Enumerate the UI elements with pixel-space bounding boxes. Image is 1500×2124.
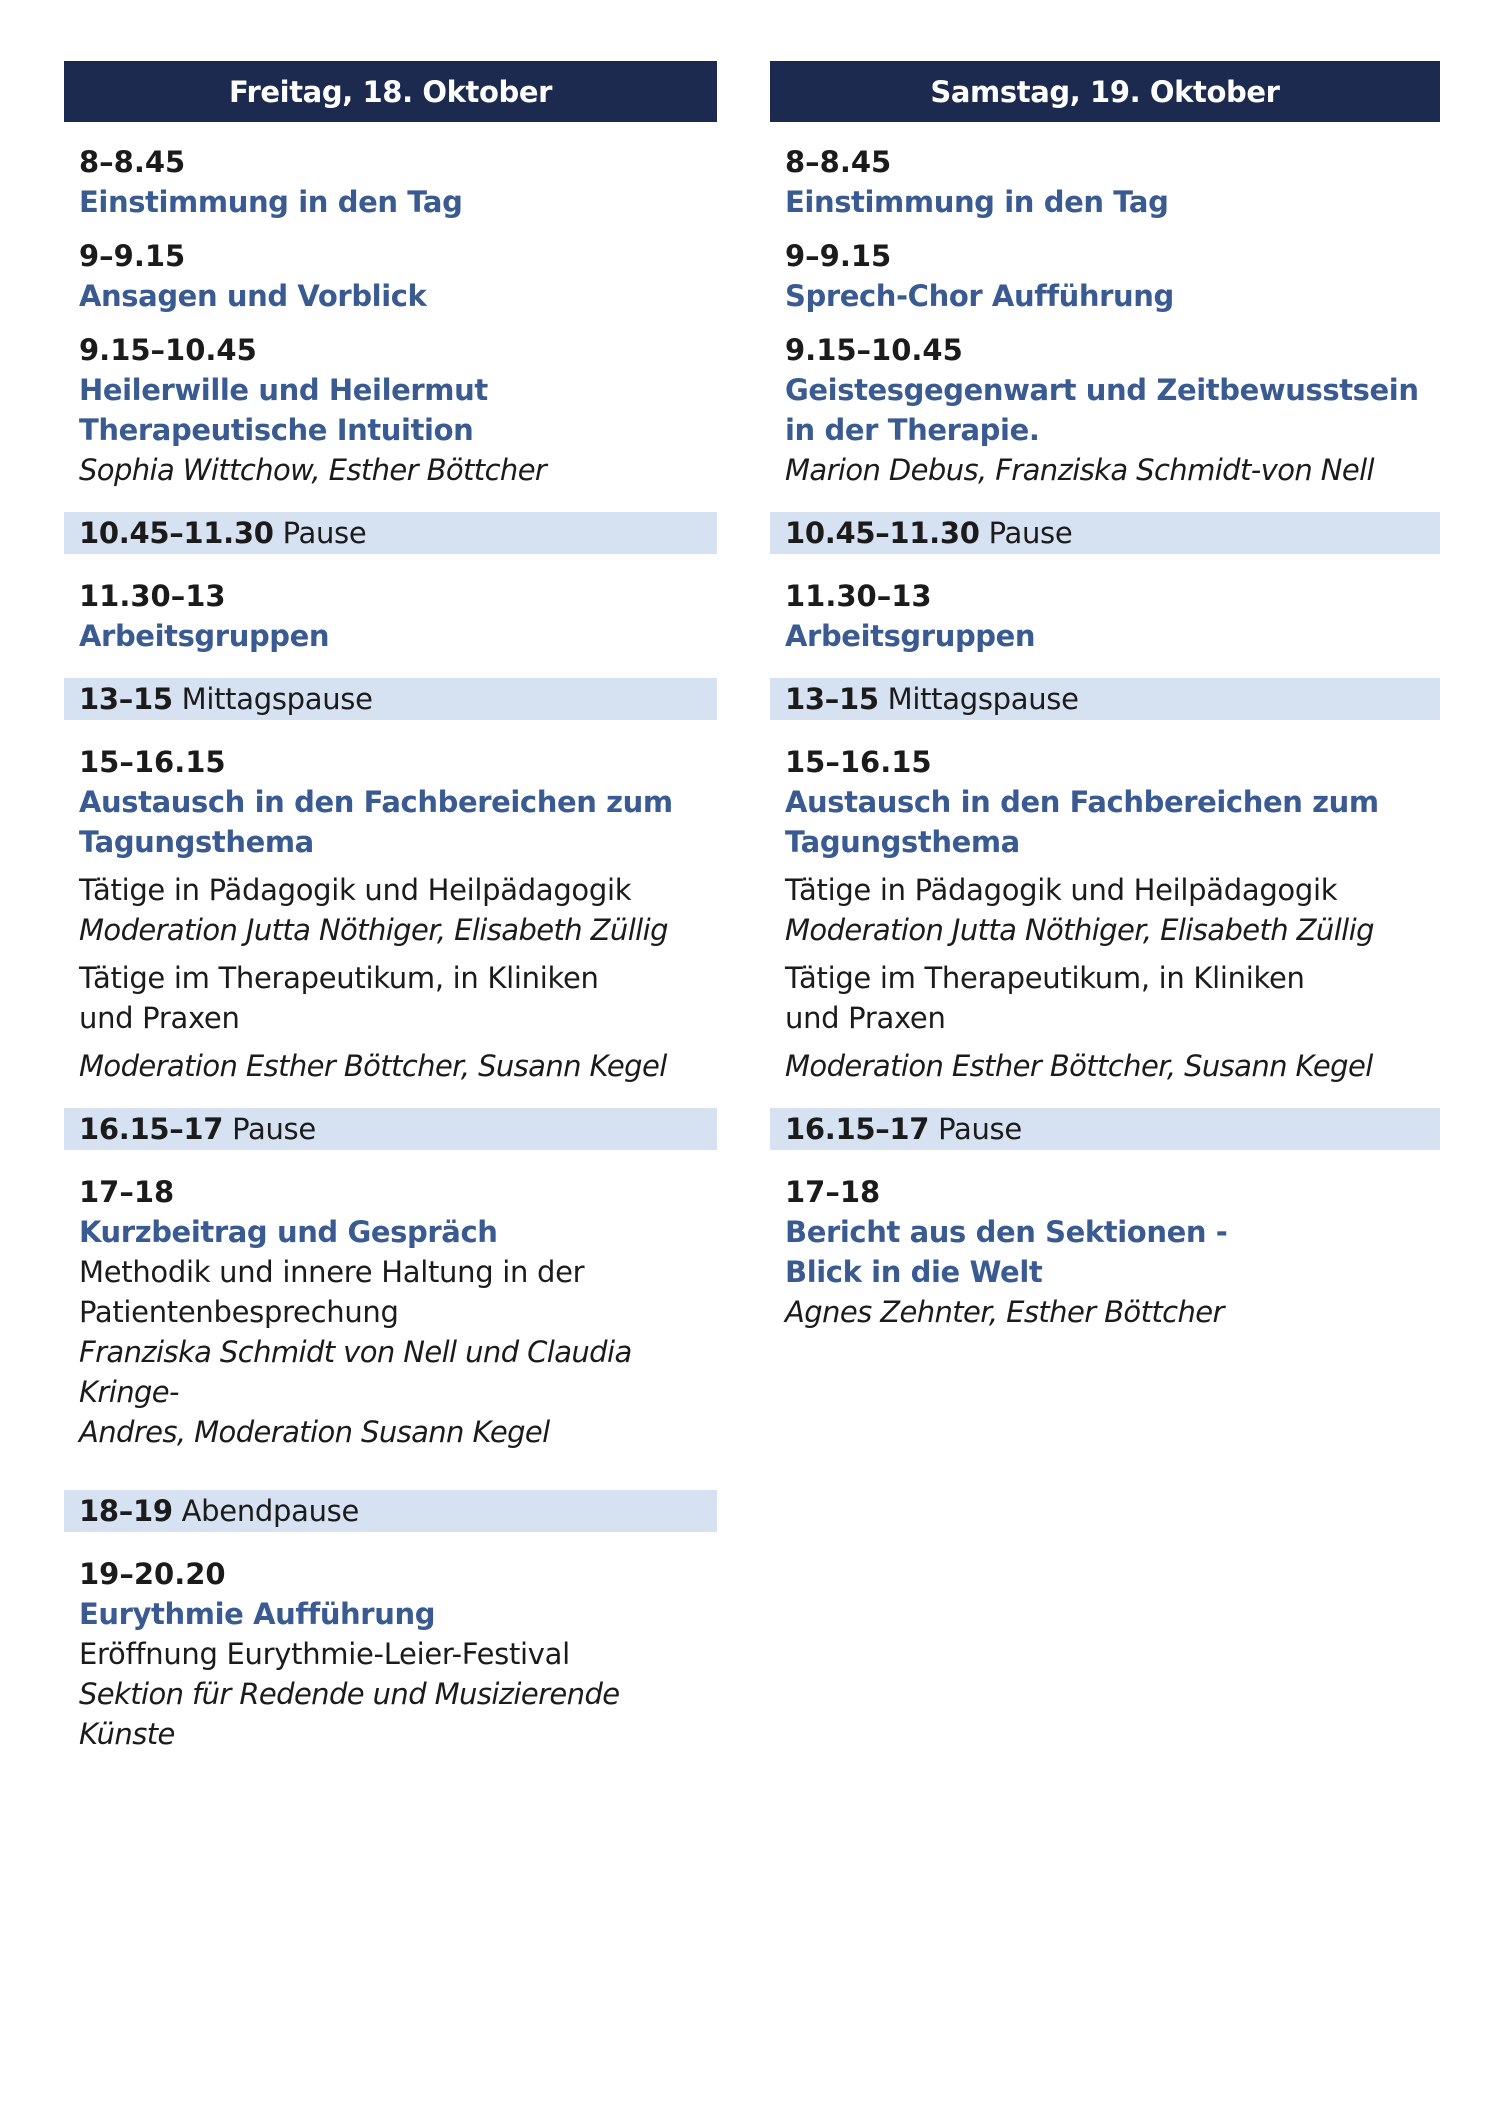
- session-title: Arbeitsgruppen: [79, 619, 330, 653]
- pause-time: 16.15–17: [785, 1112, 930, 1146]
- pause-label: Mittagspause: [878, 682, 1079, 716]
- session-item: [79, 742, 717, 1086]
- day-content: [770, 142, 1440, 1332]
- pause-label: Pause: [273, 516, 367, 550]
- session-item: [79, 236, 717, 316]
- session-time: 11.30–13: [79, 579, 226, 613]
- day-header: Samstag, 19. Oktober: [770, 61, 1440, 122]
- session-title: Eurythmie Aufführung: [79, 1597, 436, 1631]
- session-item: [79, 576, 717, 656]
- pause-bar: [770, 1108, 1440, 1150]
- session-speakers: Moderation Jutta Nöthiger, Elisabeth Züllig: [79, 913, 668, 947]
- pause-time: 18–19: [79, 1494, 173, 1528]
- session-time: 17–18: [79, 1175, 175, 1209]
- day-header: Freitag, 18. Oktober: [64, 61, 717, 122]
- pause-label: Pause: [929, 1112, 1022, 1146]
- session-speakers: Marion Debus, Franziska Schmidt-von Nell: [785, 453, 1374, 487]
- session-description: Methodik und innere Haltung in der: [79, 1255, 585, 1289]
- session-title: Austausch in den Fachbereichen zum: [785, 785, 1379, 819]
- session-description: Tätige im Therapeutikum, in Kliniken: [79, 961, 599, 995]
- session-title: Ansagen und Vorblick: [79, 279, 427, 313]
- session-item: [79, 330, 717, 490]
- pause-bar: [770, 678, 1440, 720]
- session-description: Patientenbesprechung: [79, 1295, 399, 1329]
- pause-bar: [64, 1108, 717, 1150]
- session-title: Heilerwille und Heilermut: [79, 373, 488, 407]
- pause-bar: [64, 678, 717, 720]
- pause-label: Pause: [979, 516, 1073, 550]
- session-item: [785, 1172, 1440, 1332]
- session-time: 19–20.20: [79, 1557, 226, 1591]
- pause-label: Mittagspause: [172, 682, 373, 716]
- pause-time: 13–15: [785, 682, 879, 716]
- session-item: [79, 142, 717, 222]
- session-title: in der Therapie.: [785, 413, 1040, 447]
- pause-bar: [64, 512, 717, 554]
- session-title: Geistesgegenwart und Zeitbewusstsein: [785, 373, 1419, 407]
- session-title: Arbeitsgruppen: [785, 619, 1036, 653]
- session-speakers: Sektion für Redende und Musizierende Künste: [79, 1677, 620, 1751]
- session-time: 11.30–13: [785, 579, 932, 613]
- session-time: 9–9.15: [785, 239, 892, 273]
- session-item: [79, 1172, 717, 1452]
- program-column-saturday: [770, 61, 1440, 1346]
- session-time: 9.15–10.45: [785, 333, 963, 367]
- session-speakers: Moderation Esther Böttcher, Susann Kegel: [79, 1049, 667, 1083]
- session-item: [785, 236, 1440, 316]
- session-time: 9–9.15: [79, 239, 186, 273]
- session-time: 17–18: [785, 1175, 881, 1209]
- session-item: [785, 742, 1440, 1086]
- session-description: Tätige im Therapeutikum, in Kliniken: [785, 961, 1305, 995]
- session-description: Tätige in Pädagogik und Heilpädagogik: [79, 873, 632, 907]
- session-speakers: Andres, Moderation Susann Kegel: [79, 1415, 550, 1449]
- session-speakers: Moderation Jutta Nöthiger, Elisabeth Züllig: [785, 913, 1374, 947]
- session-speakers: Franziska Schmidt von Nell und Claudia Kringe-: [79, 1335, 632, 1409]
- session-item: [785, 576, 1440, 656]
- session-time: 15–16.15: [79, 745, 226, 779]
- session-time: 8–8.45: [785, 145, 892, 179]
- pause-time: 10.45–11.30: [785, 516, 980, 550]
- session-speakers: Agnes Zehnter, Esther Böttcher: [785, 1295, 1224, 1329]
- session-title: Kurzbeitrag und Gespräch: [79, 1215, 498, 1249]
- session-description: Eröffnung Eurythmie-Leier-Festival: [79, 1637, 570, 1671]
- session-title: Einstimmung in den Tag: [79, 185, 463, 219]
- pause-bar: [64, 1490, 717, 1532]
- session-description: und Praxen: [785, 1001, 946, 1035]
- pause-time: 16.15–17: [79, 1112, 224, 1146]
- day-content: [64, 142, 717, 1754]
- pause-label: Abendpause: [172, 1494, 360, 1528]
- session-item: [785, 330, 1440, 490]
- pause-label: Pause: [223, 1112, 316, 1146]
- session-title: Tagungsthema: [785, 825, 1020, 859]
- session-description: Tätige in Pädagogik und Heilpädagogik: [785, 873, 1338, 907]
- session-title: Sprech-Chor Aufführung: [785, 279, 1174, 313]
- session-item: [785, 142, 1440, 222]
- session-title: Einstimmung in den Tag: [785, 185, 1169, 219]
- session-speakers: Moderation Esther Böttcher, Susann Kegel: [785, 1049, 1373, 1083]
- session-time: 8–8.45: [79, 145, 186, 179]
- pause-time: 10.45–11.30: [79, 516, 274, 550]
- session-title: Tagungsthema: [79, 825, 314, 859]
- session-title: Bericht aus den Sektionen -: [785, 1215, 1228, 1249]
- session-title: Blick in die Welt: [785, 1255, 1043, 1289]
- session-time: 15–16.15: [785, 745, 932, 779]
- session-title: Austausch in den Fachbereichen zum: [79, 785, 673, 819]
- session-description: und Praxen: [79, 1001, 240, 1035]
- session-title: Therapeutische Intuition: [79, 413, 474, 447]
- program-column-friday: [64, 61, 717, 1768]
- session-speakers: Sophia Wittchow, Esther Böttcher: [79, 453, 547, 487]
- session-time: 9.15–10.45: [79, 333, 257, 367]
- pause-time: 13–15: [79, 682, 173, 716]
- session-item: [79, 1554, 717, 1754]
- pause-bar: [770, 512, 1440, 554]
